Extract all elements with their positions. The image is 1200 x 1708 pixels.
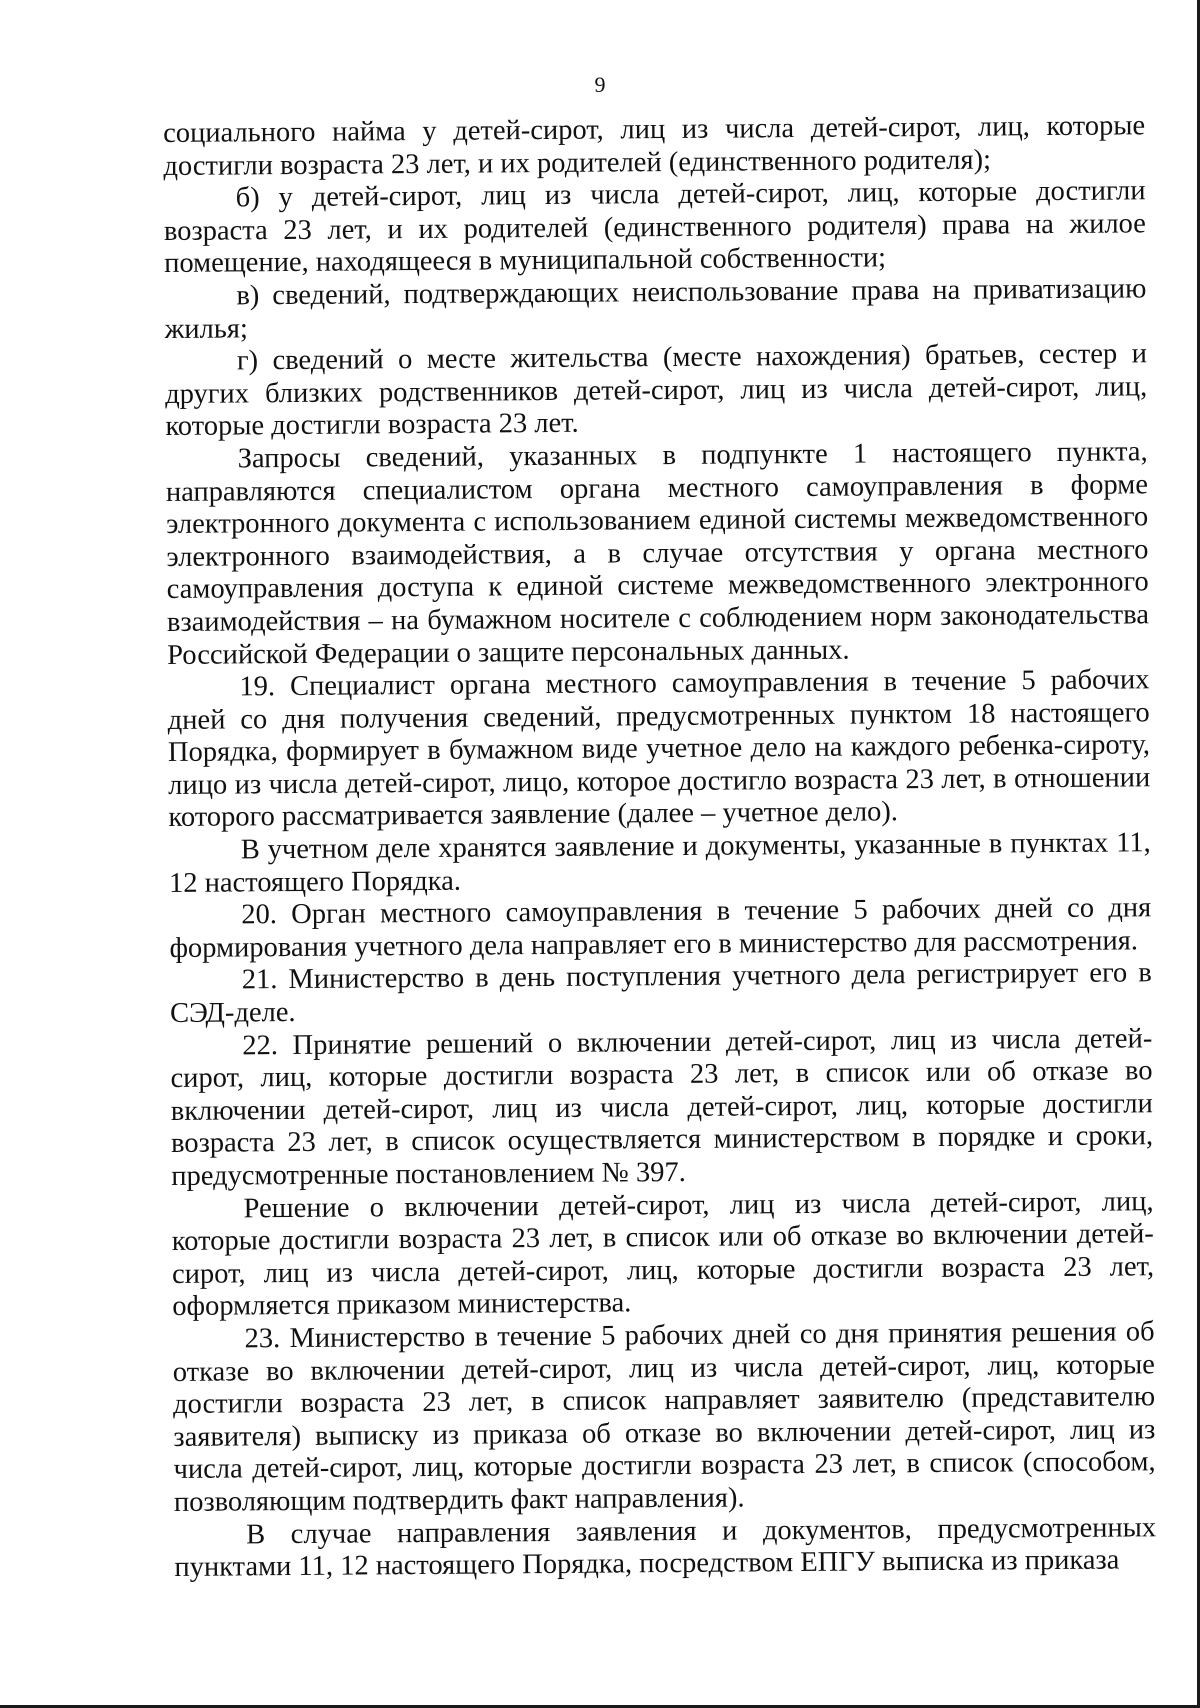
paragraph-clause-21: 21. Министерство в день поступления учетного дела регистрирует его в СЭД-деле. (169, 957, 1152, 1030)
paragraph-clause-20: 20. Орган местного самоуправления в течение 5 рабочих дней со дня формирования учетного дела направляет его в министерство для рассмотрения. (169, 892, 1152, 964)
paragraph-clause-19: 19. Специалист органа местного самоуправления в течение 5 рабочих дней со дня получения сведений, предусмотренных пунктом 18 настоящего Порядка, формирует в бумажном виде учетное дело на каждого ребенка-сироту, лицо из числа детей-сирот, лицо, которое достигло возраста 23 лет, в отношении которого рассматривается заявление (далее – учетное дело). (167, 664, 1151, 834)
paragraph-item-g: г) сведений о месте жительства (месте нахождения) братьев, сестер и других близких родственников детей-сирот, лиц из числа детей-сирот, лиц, которые достигли возраста 23 лет. (165, 338, 1148, 443)
paragraph-requests: Запросы сведений, указанных в подпункте 1 настоящего пункта, направляются специалистом органа местного самоуправления в форме электронного документа с использованием единой системы межведомственного электронного взаимодействия, а в случае отсутствия у органа местного самоуправления доступа к единой системе межведомственного электронного взаимодействия – на бумажном носителе с соблюдением норм законодательства Российской Федерации о защите персональных данных. (165, 436, 1150, 671)
paragraph-clause-23-epgu: В случае направления заявления и документов, предусмотренных пунктами 11, 12 настоящего Порядка, посредством ЕПГУ выписка из приказа (174, 1511, 1157, 1584)
page-number: 9 (594, 72, 606, 97)
document-body (163, 110, 1156, 1584)
paragraph-item-b: б) у детей-сирот, лиц из числа детей-сирот, лиц, которые достигли возраста 23 лет, и их родителей (единственного родителя) права на жилое помещение, находящееся в муниципальной собственности; (163, 175, 1146, 280)
paragraph-clause-22-decision: Решение о включении детей-сирот, лиц из числа детей-сирот, лиц, которые достигли возраста 23 лет, в список или об отказе во включении детей-сирот, лиц из числа детей-сирот, лиц, которые достигли возраста 23 лет, оформляется приказом министерства. (171, 1185, 1155, 1323)
paragraph-clause-23: 23. Министерство в течение 5 рабочих дней со дня принятия решения об отказе во включении детей-сирот, лиц из числа детей-сирот, лиц, которые достигли возраста 23 лет, в список направляет заявителю (представителю заявителя) выписку из приказа об отказе во включении детей-сирот, лиц из числа детей-сирот, лиц, которые достигли возраста 23 лет, в список (способом, позволяющим подтвердить факт направления). (172, 1316, 1156, 1518)
paragraph-clause-19-file: В учетном деле хранятся заявление и документы, указанные в пунктах 11, 12 настоящего Порядка. (168, 827, 1151, 899)
paragraph-item-v: в) сведений, подтверждающих неиспользование права на приватизацию жилья; (164, 273, 1147, 345)
paragraph-clause-22: 22. Принятие решений о включении детей-сирот, лиц из числа детей-сирот, лиц, которые достигли возраста 23 лет, в список или об отказе во включении детей-сирот, лиц из числа детей-сирот, лиц, которые достигли возраста 23 лет, в список осуществляется министерством в порядке и сроки, предусмотренные постановлением № 397. (170, 1022, 1154, 1192)
paragraph-continuation: социального найма у детей-сирот, лиц из числа детей-сирот, лиц, которые достигли возраста 23 лет, и их родителей (единственного родителя); (163, 110, 1146, 182)
